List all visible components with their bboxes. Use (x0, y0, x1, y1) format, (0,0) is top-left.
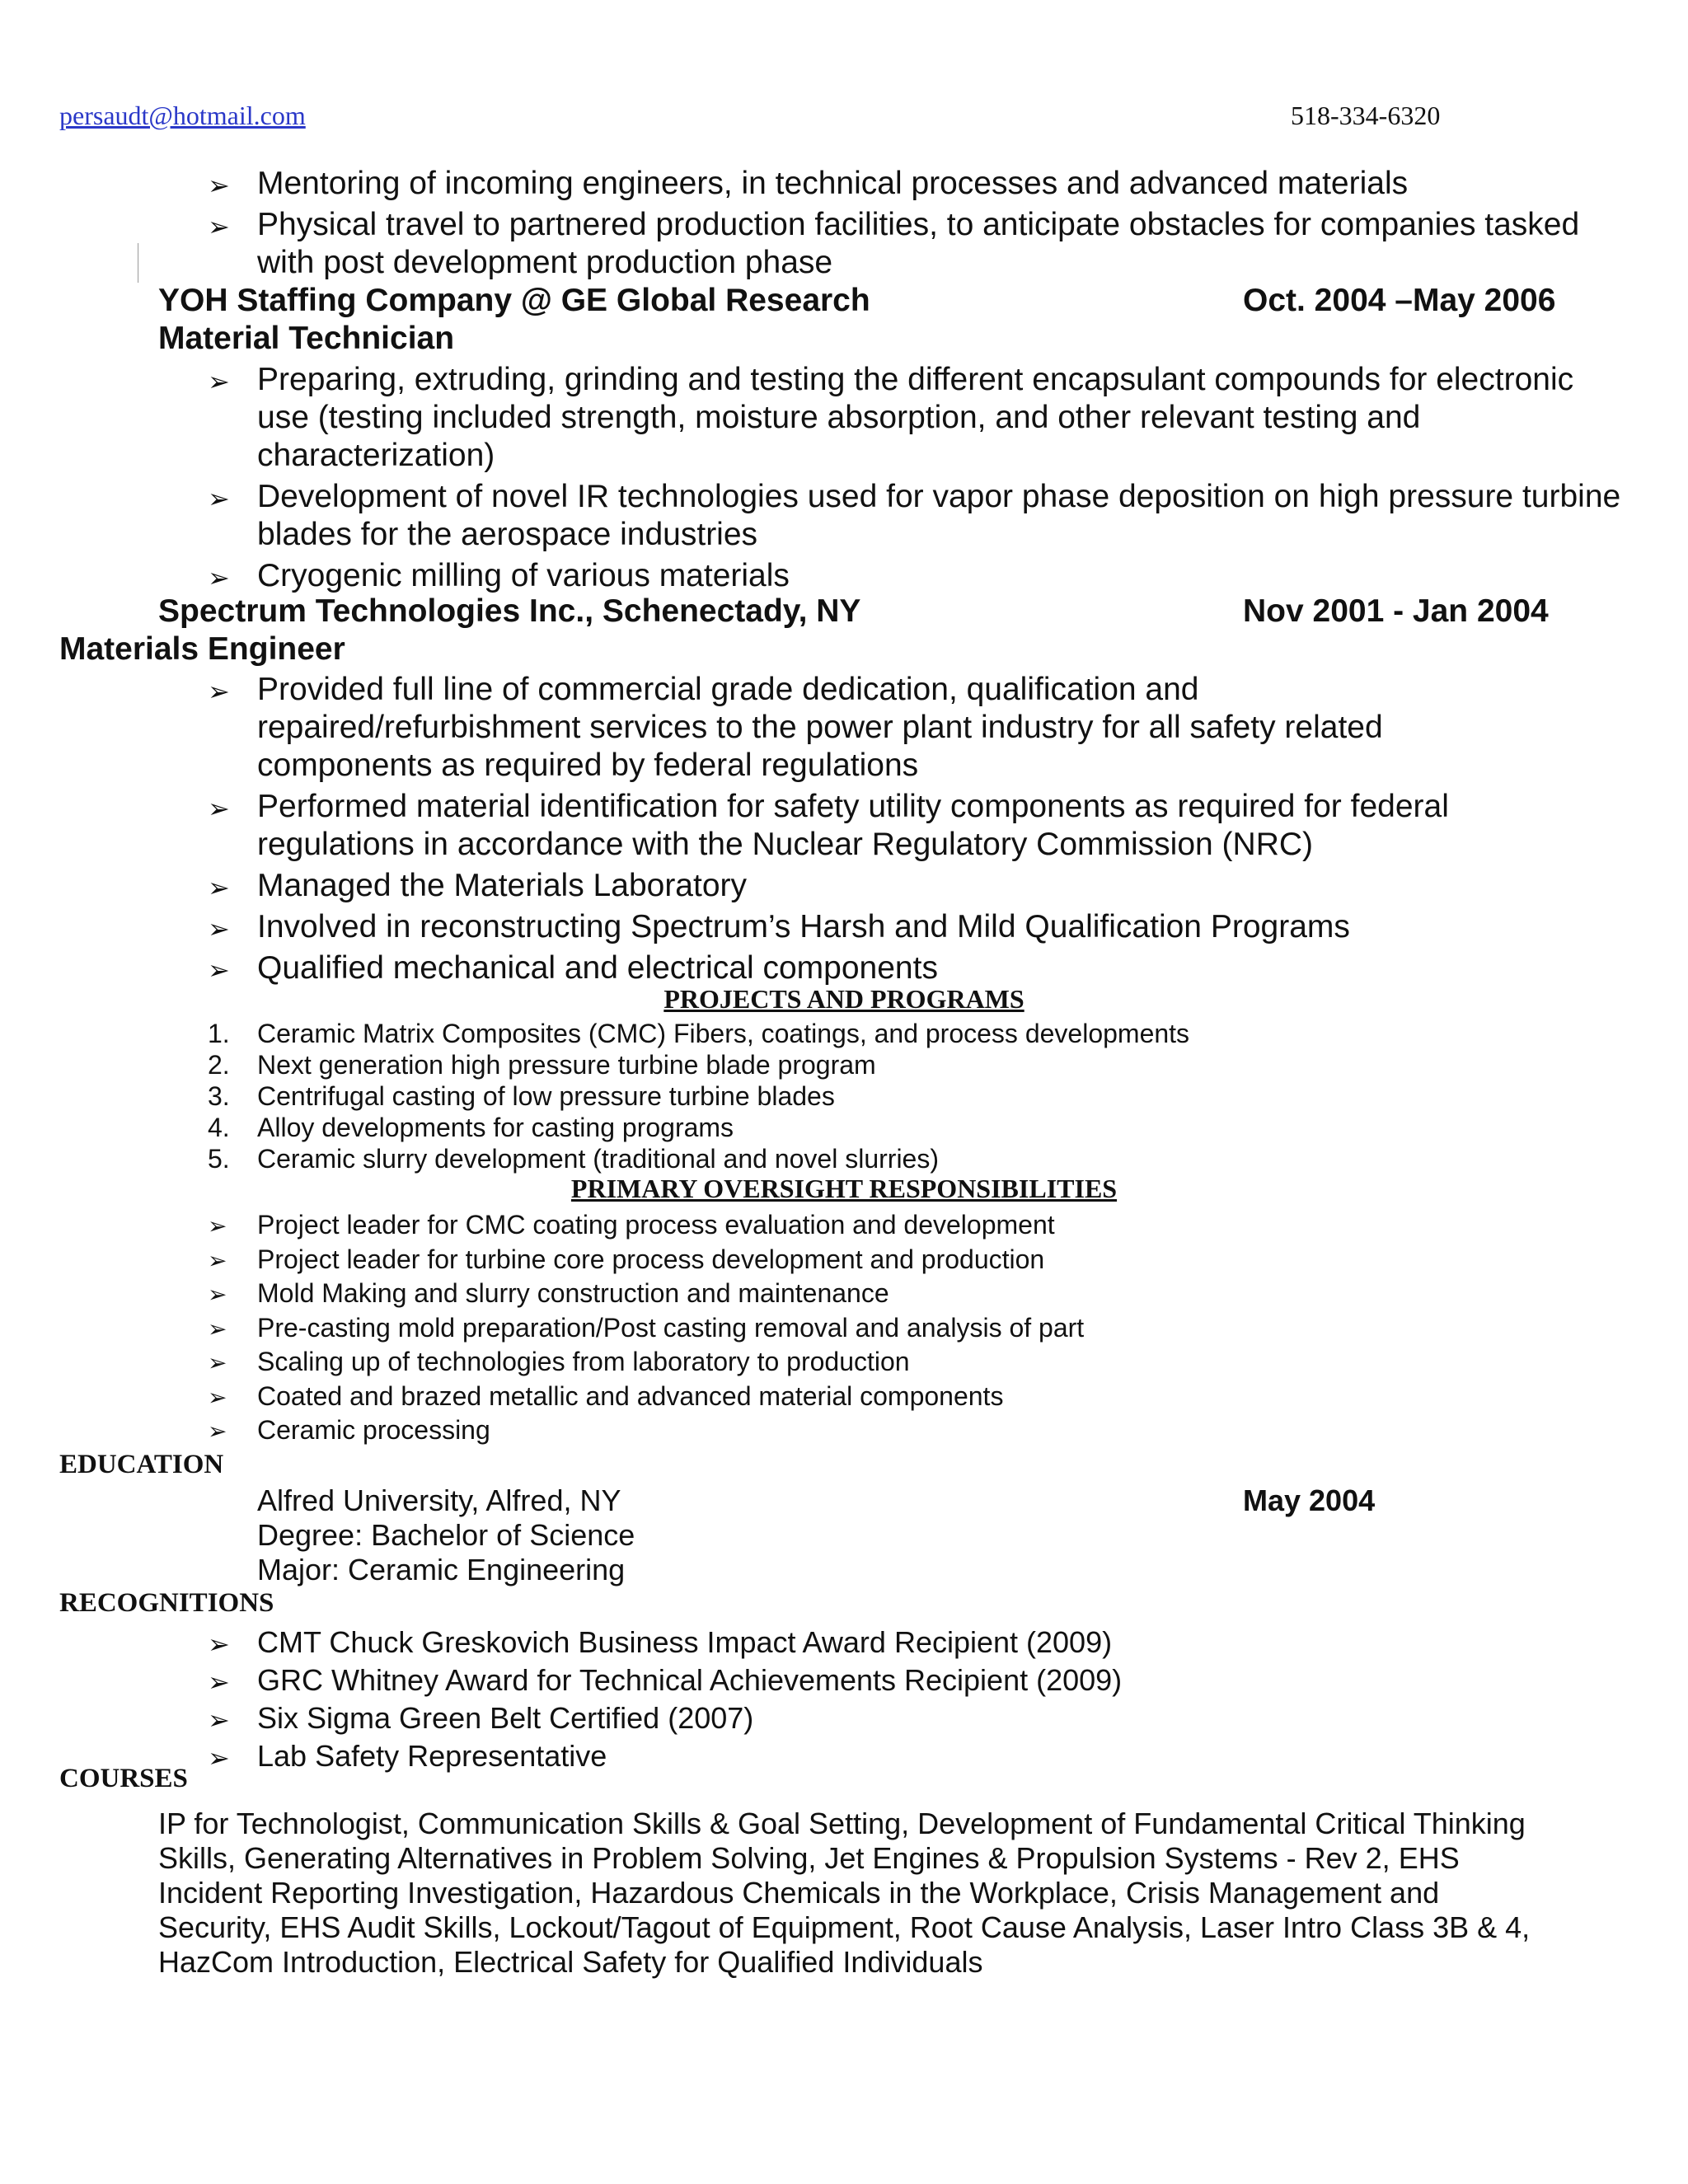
job-dates: Nov 2001 - Jan 2004 (1243, 593, 1549, 629)
arrowhead-bullet-icon: ➢ (208, 872, 230, 903)
arrowhead-bullet-icon: ➢ (208, 1742, 230, 1774)
list-item: ➢ Coated and brazed metallic and advanced material components (208, 1380, 1084, 1413)
arrowhead-bullet-icon: ➢ (208, 562, 230, 593)
list-item: ➢ Project leader for turbine core process development and production (208, 1243, 1084, 1276)
courses-heading: COURSES (59, 1764, 188, 1793)
arrowhead-bullet-icon: ➢ (208, 1212, 227, 1240)
email-link[interactable]: persaudt@hotmail.com (59, 101, 306, 130)
list-item: ➢ GRC Whitney Award for Technical Achievements Recipient (2009) (208, 1661, 1625, 1699)
arrowhead-bullet-icon: ➢ (208, 366, 230, 397)
list-item: ➢ Mentoring of incoming engineers, in technical processes and advanced materials (208, 165, 1625, 203)
arrowhead-bullet-icon: ➢ (208, 954, 230, 986)
arrowhead-bullet-icon: ➢ (208, 1418, 227, 1445)
education-major: Major: Ceramic Engineering (257, 1553, 626, 1586)
arrowhead-bullet-icon: ➢ (208, 1666, 230, 1698)
list-item: ➢ Cryogenic milling of various materials (208, 557, 1625, 595)
arrowhead-bullet-icon: ➢ (208, 1349, 227, 1376)
oversight-heading: PRIMARY OVERSIGHT RESPONSIBILITIES (570, 1174, 1118, 1203)
list-item: ➢ Qualified mechanical and electrical components (208, 949, 1461, 987)
phone-number: 518-334-6320 (1291, 101, 1441, 130)
list-item: ➢ CMT Chuck Greskovich Business Impact Award Recipient (2009) (208, 1624, 1625, 1661)
list-item: ➢ Performed material identification for safety utility components as required for federal regulations in accordance with the Nuclear Regulatory Commission (NRC) (208, 789, 1449, 862)
list-item: ➢ Physical travel to partnered production facilities, to anticipate obstacles for companies tasked with post development production phase (208, 207, 1580, 280)
arrowhead-bullet-icon: ➢ (208, 211, 230, 242)
list-item: ➢ Project leader for CMC coating process evaluation and development (208, 1208, 1084, 1241)
list-item: ➢ Ceramic processing (208, 1413, 1084, 1446)
list-item: 2. Next generation high pressure turbine blade program (208, 1050, 876, 1080)
arrowhead-bullet-icon: ➢ (208, 483, 230, 514)
education-date: May 2004 (1243, 1483, 1376, 1517)
recognitions-heading: RECOGNITIONS (59, 1588, 274, 1618)
prev-job-bullets (208, 165, 1625, 285)
arrowhead-bullet-icon: ➢ (208, 1704, 230, 1736)
recognitions-list (208, 1624, 1625, 1775)
list-item: ➢ Mold Making and slurry construction and maintenance (208, 1277, 1084, 1310)
arrowhead-bullet-icon: ➢ (208, 1246, 227, 1274)
list-item: 5. Ceramic slurry development (traditional and novel slurries) (208, 1144, 939, 1174)
projects-heading: PROJECTS AND PROGRAMS (663, 984, 1025, 1014)
list-item: ➢ Involved in reconstructing Spectrum’s Harsh and Mild Qualification Programs (208, 908, 1461, 946)
job-title: Materials Engineer (59, 631, 345, 667)
list-item: ➢ Managed the Materials Laboratory (208, 867, 1461, 905)
job-bullets (208, 671, 1461, 991)
job-bullets (208, 361, 1625, 598)
arrowhead-bullet-icon: ➢ (208, 1281, 227, 1308)
arrowhead-bullet-icon: ➢ (208, 1315, 227, 1343)
arrowhead-bullet-icon: ➢ (208, 913, 230, 944)
projects-list (208, 1018, 1189, 1174)
list-item: ➢ Development of novel IR technologies used for vapor phase deposition on high pressure turbine blades for the aerospace industries (208, 479, 1621, 552)
list-item: ➢ Preparing, extruding, grinding and testing the different encapsulant compounds for electronic use (testing included strength, moisture absorption, and other relevant testing and characterization) (208, 362, 1574, 473)
job-company: Spectrum Technologies Inc., Schenectady, NY (158, 593, 861, 629)
list-item: ➢ Pre-casting mold preparation/Post casting removal and analysis of part (208, 1311, 1084, 1344)
education-heading: EDUCATION (59, 1450, 224, 1479)
education-degree: Degree: Bachelor of Science (257, 1518, 635, 1552)
arrowhead-bullet-icon: ➢ (208, 793, 230, 824)
list-item: ➢ Lab Safety Representative (208, 1737, 1625, 1775)
list-item: 3. Centrifugal casting of low pressure turbine blades (208, 1081, 835, 1111)
arrowhead-bullet-icon: ➢ (208, 676, 230, 707)
list-item: 1. Ceramic Matrix Composites (CMC) Fibers, coatings, and process developments (208, 1019, 1190, 1048)
courses-text: IP for Technologist, Communication Skills & Goal Setting, Development of Fundamental Critical Thinking Skills, Generating Alternatives in Problem Solving, Jet Engines & Propulsion Systems - Rev 2, EHS Incident Reporting Investigation, Hazardous Chemicals in the Workplace, Crisis Management and Security, EHS Audit Skills, Lockout/Tagout of Equipment, Root Cause Analysis, Laser Intro Class 3B & 4, HazCom Introduction, Electrical Safety for Qualified Individuals (158, 1807, 1531, 1979)
oversight-list (208, 1208, 1084, 1448)
job-dates: Oct. 2004 –May 2006 (1243, 283, 1556, 318)
list-item: ➢ Provided full line of commercial grade dedication, qualification and repaired/refurbishment services to the power plant industry for all safety related components as required by federal regulations (208, 672, 1383, 783)
job-title: Material Technician (158, 321, 455, 356)
arrowhead-bullet-icon: ➢ (208, 170, 230, 201)
list-item: ➢ Six Sigma Green Belt Certified (2007) (208, 1699, 1625, 1737)
list-item: 4. Alloy developments for casting programs (208, 1113, 734, 1142)
job-company: YOH Staffing Company @ GE Global Research (158, 283, 870, 318)
list-item: ➢ Scaling up of technologies from laboratory to production (208, 1345, 1084, 1378)
arrowhead-bullet-icon: ➢ (208, 1383, 227, 1411)
arrowhead-bullet-icon: ➢ (208, 1629, 230, 1660)
education-school: Alfred University, Alfred, NY (257, 1483, 621, 1517)
